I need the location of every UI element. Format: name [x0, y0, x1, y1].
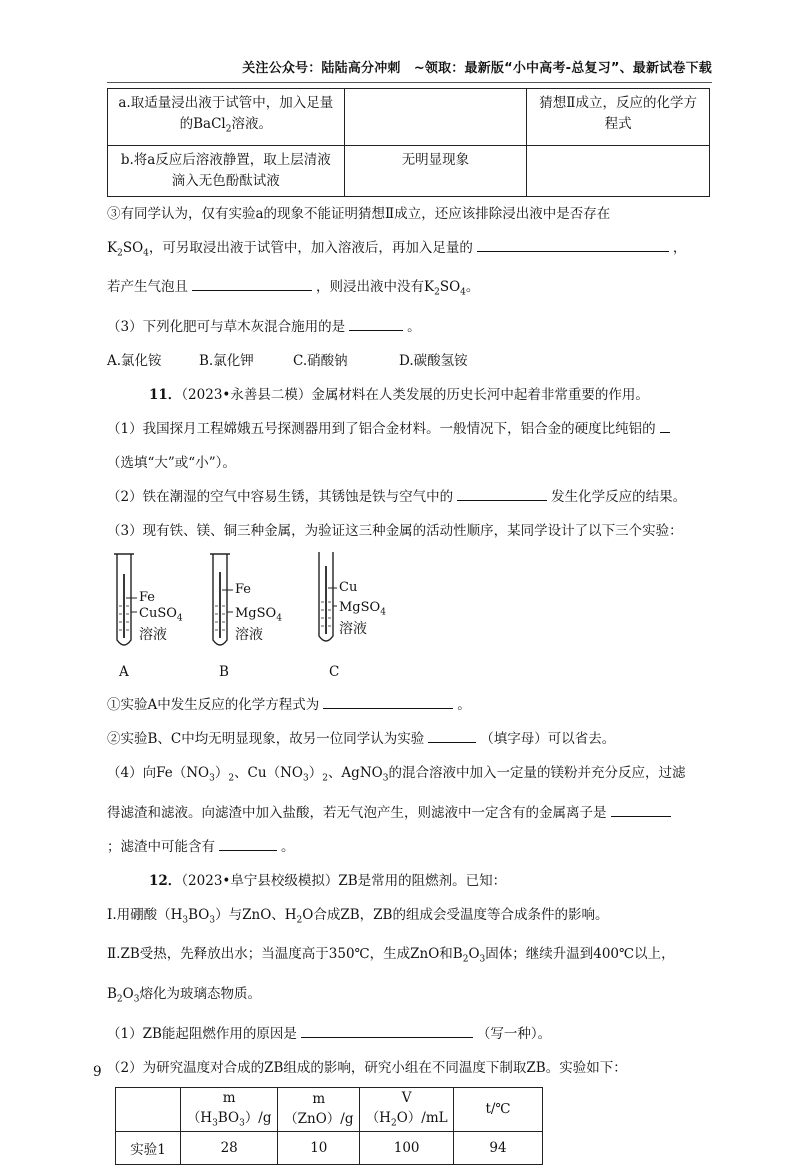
option-c[interactable]: C.硝酸钠: [293, 353, 348, 370]
text: （4）向Fe（NO: [107, 765, 210, 782]
text: 固体；继续升温到400℃以上，: [485, 946, 675, 963]
subscript: 2: [434, 288, 440, 299]
text: （2023•永善县二模）金属材料在人类发展的历史长河中起着非常重要的作用。: [181, 387, 649, 404]
text: O: [468, 946, 480, 963]
conclusion-text: 程式: [604, 116, 632, 132]
answer-blank[interactable]: [301, 1023, 473, 1038]
tube-b: [210, 554, 233, 645]
subscript: 3: [212, 1118, 218, 1129]
tube-c-label: C: [329, 664, 340, 681]
text: Ⅰ.用硼酸（H: [107, 906, 183, 923]
text: 熔化为玻璃态物质。: [139, 986, 261, 1003]
tube-a-metal: Fe: [139, 590, 156, 606]
question-number: 12．: [149, 872, 182, 889]
text: O）/mL: [396, 1109, 448, 1126]
phenomenon-cell: 无明显现象: [344, 145, 527, 196]
subscript: 4: [380, 607, 386, 618]
q11-stem: [107, 378, 710, 412]
answer-blank[interactable]: [219, 836, 277, 851]
q10-part3-question: [107, 310, 710, 344]
cell-zno: 10: [278, 1131, 360, 1164]
cell-h2o: 100: [360, 1131, 454, 1164]
subscript: 3: [302, 773, 309, 784]
q12-known-1: [107, 898, 710, 938]
table-corner: [116, 1087, 181, 1131]
text: O: [122, 986, 134, 1003]
text: ）与ZnO、H: [215, 906, 297, 923]
text: Ⅱ.ZB受热，先释放出水；当温度高于350℃，生成ZnO和B: [107, 946, 463, 963]
q11-part2: [107, 480, 710, 514]
subscript: 2: [322, 773, 328, 784]
q10-part3-line2: [107, 231, 710, 271]
text: CuSO: [139, 606, 177, 622]
q12-known-2: [107, 937, 710, 977]
text: ）: [214, 765, 229, 782]
answer-blank[interactable]: [323, 694, 453, 709]
text: BO: [217, 1109, 240, 1126]
answer-blank[interactable]: [349, 316, 403, 331]
col-header-h2o: [360, 1087, 454, 1131]
table-header-row: [116, 1087, 543, 1131]
tube-c: [316, 552, 337, 641]
answer-blank[interactable]: [660, 418, 670, 433]
text: SO: [122, 239, 144, 256]
phenomenon-cell: [344, 89, 527, 146]
tube-b-solution: [235, 606, 282, 624]
table-row: [116, 1131, 543, 1164]
subscript: 2: [117, 248, 123, 259]
text: ，: [672, 239, 687, 256]
subscript: 4: [143, 248, 149, 259]
text: ）/g: [244, 1109, 272, 1126]
text: ②实验B、C中均无明显现象，故另一位同学认为实验: [107, 731, 425, 748]
tube-a: [114, 554, 137, 645]
answer-blank[interactable]: [192, 276, 312, 291]
text: 、AgNO: [327, 765, 383, 782]
q11-sub2: [107, 722, 710, 756]
step-text: a.取适量浸出液于试管中，加入足量: [118, 95, 334, 111]
answer-blank[interactable]: [457, 486, 547, 501]
subscript: 2: [462, 955, 469, 966]
text: ，可另取浸出液于试管中，加入溶液后，再加入足量的: [148, 239, 473, 256]
step-cell: [108, 89, 345, 146]
text: 得滤渣和滤液。向滤渣中加入盐酸，若无气泡产生，则滤液中一定含有的金属离子是: [107, 804, 607, 821]
table-row: [108, 145, 710, 196]
col-header-temp: t/℃: [454, 1087, 543, 1131]
option-b[interactable]: B.氯化钾: [199, 353, 254, 370]
question-number: 11．: [149, 387, 182, 404]
subscript: 2: [225, 124, 232, 135]
tube-c-metal: Cu: [339, 580, 358, 596]
q11-part1-end: （选填“大”或“小”）。: [107, 455, 236, 472]
q11-part3: （3）现有铁、镁、铜三种金属，为验证这三种金属的活动性顺序，某同学设计了以下三个实验：: [107, 523, 683, 540]
text: ，则浸出液中没有K: [316, 279, 435, 296]
subscript: 3: [182, 915, 189, 926]
page-content: [107, 82, 710, 1165]
q12-known-2b: [107, 977, 710, 1017]
q11-part4-line3: [107, 830, 710, 864]
tube-c-solution: [339, 600, 386, 618]
text: ；滤渣中可能含有: [107, 838, 215, 855]
step-text: 溶液。: [231, 116, 272, 132]
tube-b-word: 溶液: [235, 627, 263, 644]
row-label: 实验1: [116, 1131, 181, 1164]
subscript: 4: [176, 613, 183, 624]
tube-a-word: 溶液: [139, 627, 167, 644]
text: m（H: [186, 1089, 236, 1126]
q10-part3-line3: [107, 270, 710, 310]
q12-part2: （2）为研究温度对合成的ZB组成的影响，研究小组在不同温度下制取ZB。实验如下：: [107, 1059, 627, 1076]
tube-b-label: B: [219, 664, 229, 681]
table-row: [108, 89, 710, 146]
subscript: 3: [479, 955, 486, 966]
text: V（H: [365, 1089, 412, 1126]
tube-c-word: 溶液: [339, 621, 367, 638]
tube-a-solution: [139, 606, 183, 624]
text: ①实验A中发生反应的化学方程式为: [107, 697, 320, 714]
conclusion-text: 猜想Ⅱ成立，反应的化学方: [539, 95, 697, 111]
q10-options: [107, 344, 710, 378]
q11-part4-line2: [107, 796, 710, 830]
q11-part1: [107, 412, 710, 446]
text: （3）下列化肥可与草木灰混合施用的是: [107, 319, 346, 336]
tube-a-label: A: [119, 664, 129, 681]
text: 。: [407, 319, 421, 336]
step-text: 的BaCl: [179, 116, 226, 132]
conclusion-cell: [527, 89, 710, 146]
text: （填字母）可以省去。: [480, 731, 616, 748]
subscript: 4: [276, 613, 282, 624]
q11-part4-line1: [107, 756, 710, 796]
text: ）: [308, 765, 323, 782]
q11-sub1: [107, 688, 710, 722]
text: （1）ZB能起阻燃作用的原因是: [107, 1025, 297, 1042]
test-tube-figure: [107, 552, 710, 660]
subscript: 2: [390, 1118, 397, 1129]
page-header: 关注公众号：陆陆高分冲刺 ~领取：最新版“小中高考-总复习”、最新试卷下载: [242, 61, 712, 76]
cell-h3bo3: 28: [181, 1131, 278, 1164]
text: （写一种）。: [476, 1025, 552, 1042]
page-number: 9: [93, 1064, 102, 1080]
text: 若产生气泡且: [107, 279, 188, 296]
conclusion-cell: [527, 145, 710, 196]
text: （2）铁在潮湿的空气中容易生锈，其锈蚀是铁与空气中的: [107, 489, 454, 506]
text: 。: [465, 279, 480, 296]
text: B: [107, 986, 117, 1003]
text: （1）我国探月工程嫦娥五号探测器用到了铝合金材料。一般情况下，铝合金的硬度比纯铝的: [107, 421, 656, 438]
answer-blank[interactable]: [428, 728, 476, 743]
subscript: 2: [116, 994, 123, 1005]
text: O合成ZB，ZB的组成会受温度等合成条件的影响。: [302, 906, 609, 923]
col-header-zno: m（ZnO）/g: [278, 1087, 360, 1131]
subscript: 2: [296, 915, 303, 926]
text: （2023•阜宁县校级模拟）ZB是常用的阻燃剂。已知：: [181, 872, 507, 889]
q12-stem: [107, 864, 710, 898]
cell-temp: 94: [454, 1131, 543, 1164]
text: MgSO: [235, 606, 277, 622]
answer-blank[interactable]: [611, 802, 671, 817]
zb-experiment-table: [115, 1087, 543, 1165]
step-text: 滴入无色酚酞试液: [171, 172, 280, 189]
text: K: [107, 239, 118, 256]
text: SO: [439, 279, 461, 296]
col-header-h3bo3: [181, 1087, 278, 1131]
tube-b-metal: Fe: [235, 582, 252, 598]
text: 。: [457, 697, 471, 714]
subscript: 3: [133, 994, 140, 1005]
q12-part1: [107, 1017, 710, 1051]
subscript: 3: [209, 915, 216, 926]
answer-blank[interactable]: [477, 237, 669, 252]
subscript: 3: [209, 773, 215, 784]
text: 发生化学反应的结果。: [551, 489, 687, 506]
step-cell: [108, 145, 345, 196]
experiment-table: [107, 88, 710, 197]
text: MgSO: [339, 600, 381, 616]
tube-labels: [107, 660, 710, 688]
option-d[interactable]: D.碳酸氢铵: [399, 353, 468, 370]
subscript: 3: [239, 1118, 245, 1129]
text: 。: [281, 838, 295, 855]
text: BO: [188, 906, 210, 923]
option-a[interactable]: A.氯化铵: [107, 353, 162, 370]
text: 、Cu（NO: [234, 765, 303, 782]
subscript: 2: [228, 773, 235, 784]
subscript: 3: [382, 773, 389, 784]
text: 的混合溶液中加入一定量的镁粉并充分反应，过滤: [388, 765, 686, 782]
q10-part3-line1: ③有同学认为，仅有实验a的现象不能证明猜想Ⅱ成立，还应该排除浸出液中是否存在: [107, 205, 611, 222]
subscript: 4: [460, 288, 466, 299]
step-text: b.将a反应后溶液静置，取上层清液: [120, 151, 331, 168]
